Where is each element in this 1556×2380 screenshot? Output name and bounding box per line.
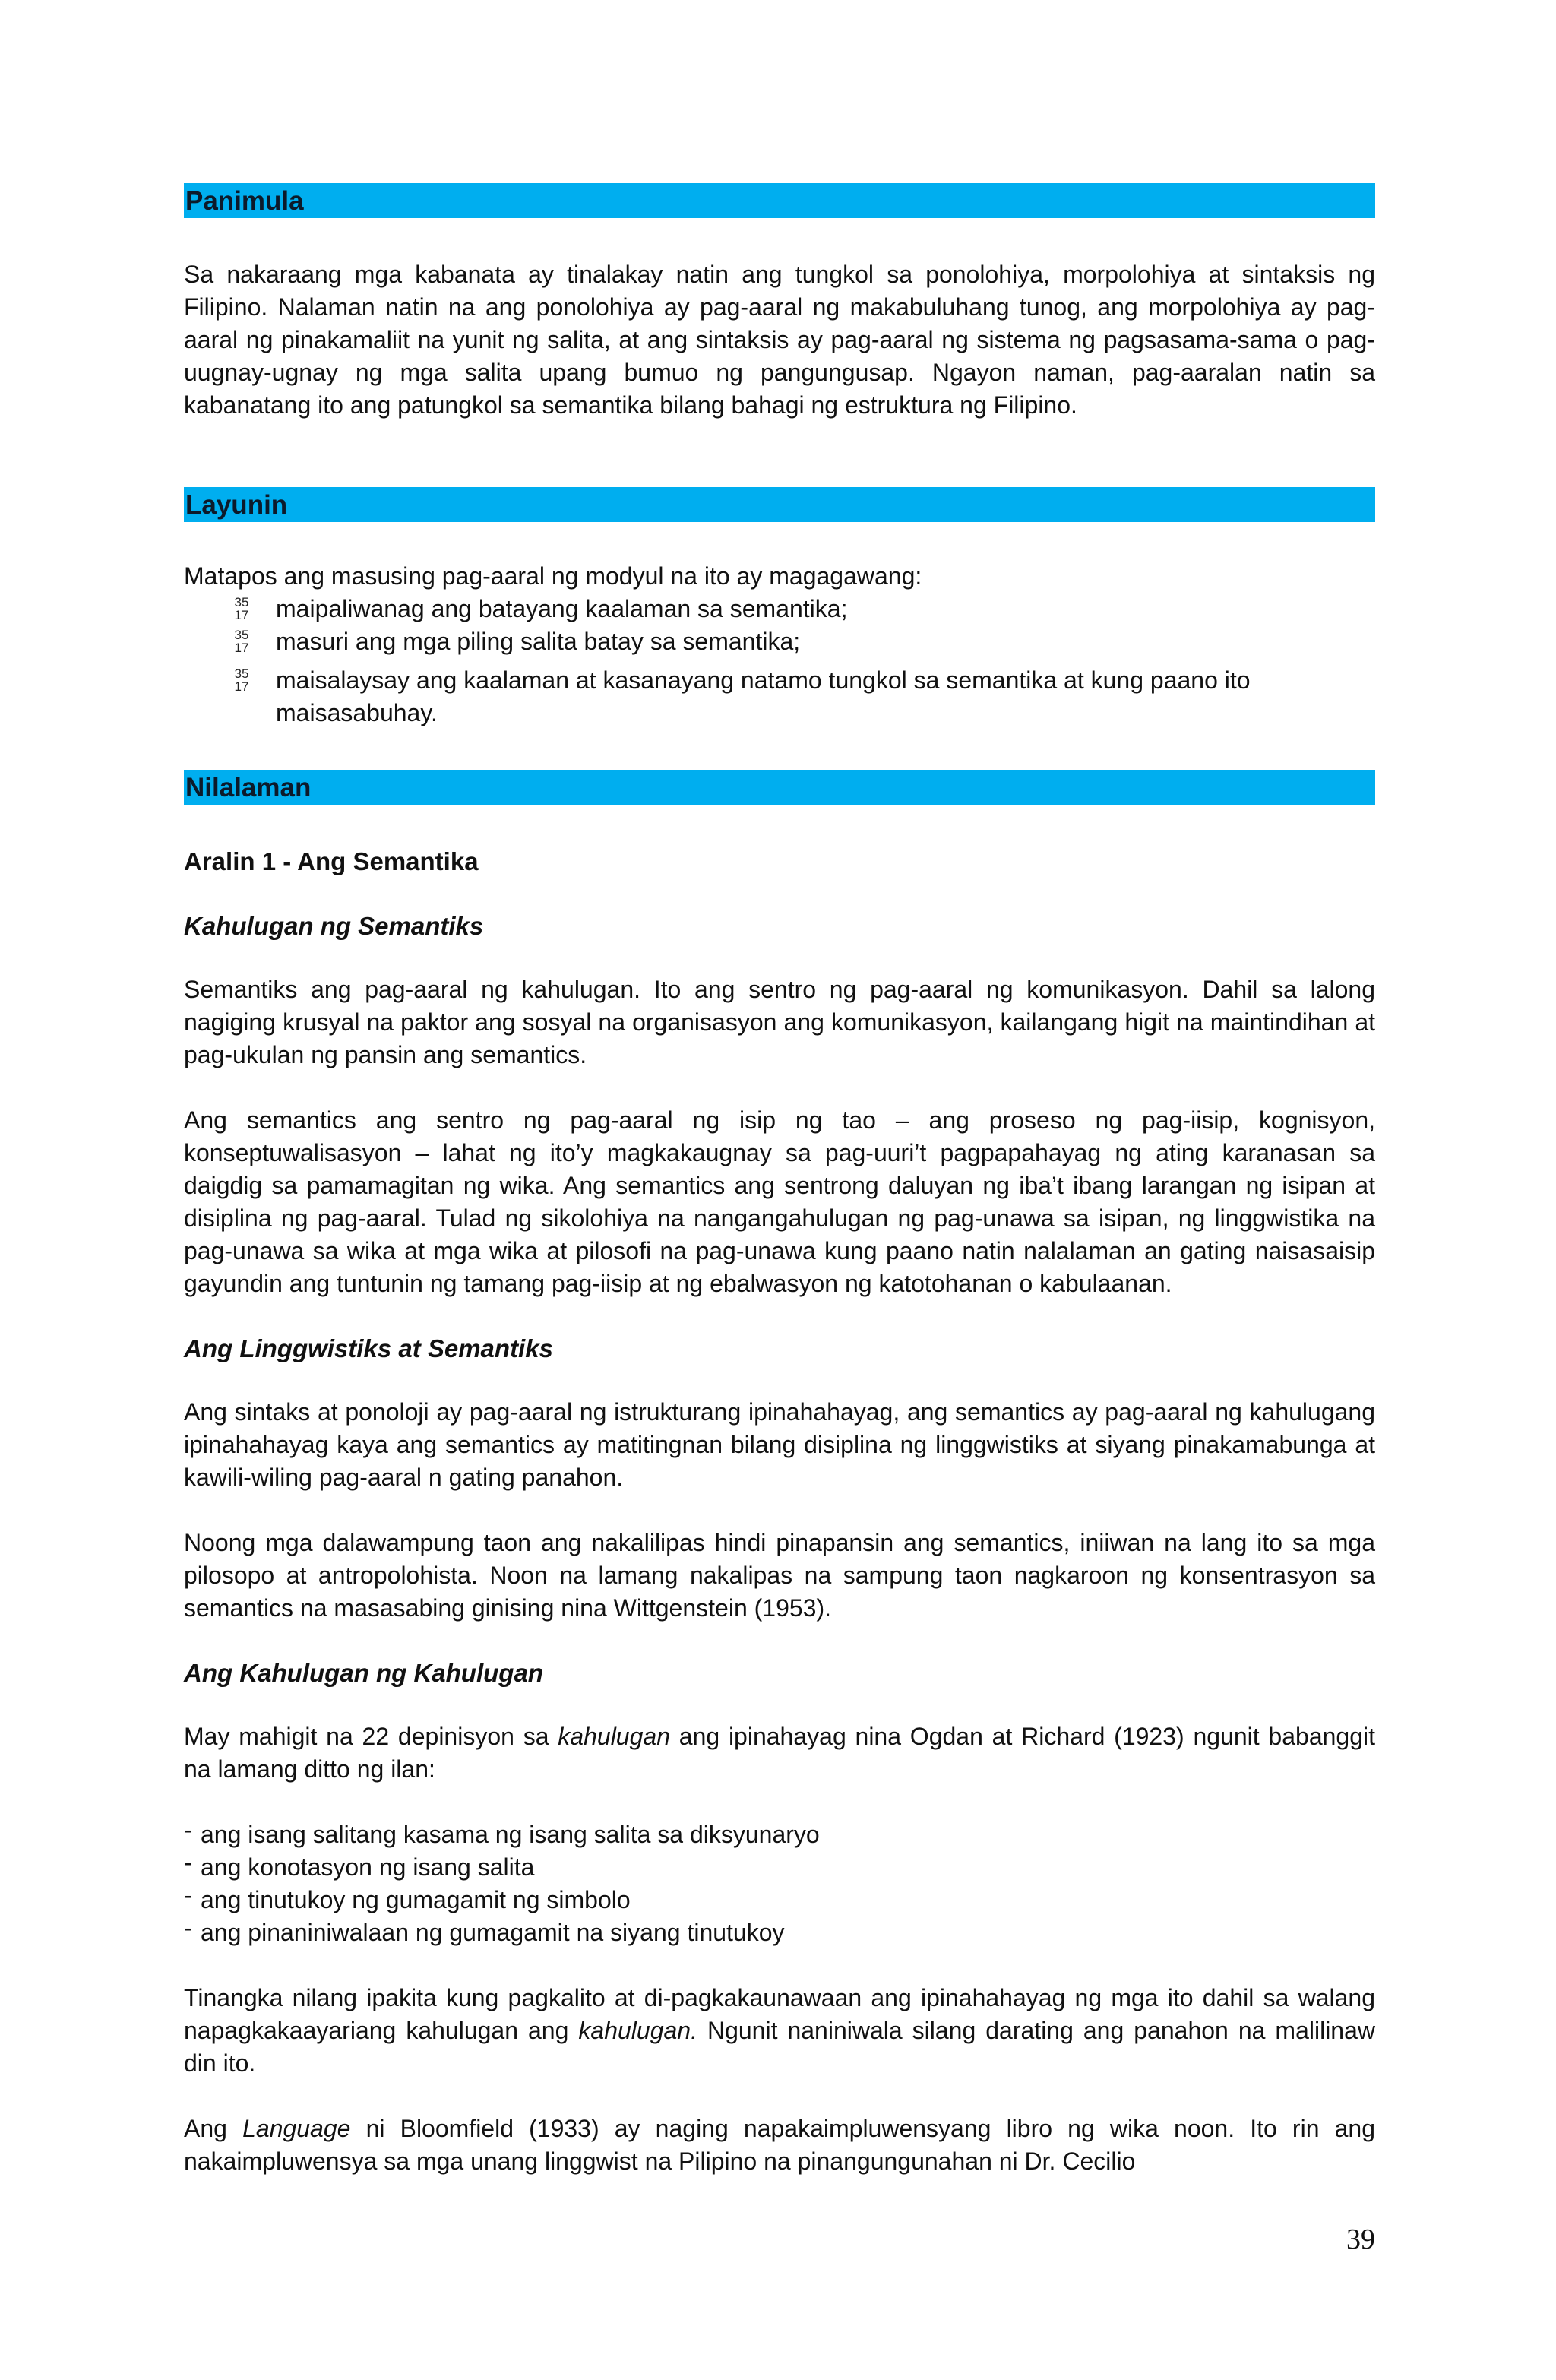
kahulugan-paragraph-2: Ang semantics ang sentro ng pag-aaral ng isip ng tao – ang proseso ng pag-iisip, kognisyon, konseptuwalisasyon – lahat ng ito’y magkakaugnay sa pag-uuri’t pagpapahayag ng ating karanasan sa daigdig sa pamamagitan ng wika. Ang semantics ang sentrong daluyan ng iba’t ibang larangan ng isipan at disiplina ng pag-aaral. Tulad ng sikolohiya na nangangahulugan ng pag-unawa sa isipan, ng linggwistika na pag-unawa sa wika at mga wika at pilosofi na pag-unawa kung paano natin nalalaman an gating naisasaisip gayundin ang tuntunin ng tamang pag-iisip at ng ebalwasyon ng katotohanan o kabulaanan. xyxy=(184,1106,1375,1297)
section-heading-layunin xyxy=(184,487,1375,522)
objective-item: 35 17 maipaliwanag ang batayang kaalaman sa semantika; xyxy=(184,593,1375,625)
kahulugan-title: Kahulugan ng Semantiks xyxy=(184,912,484,940)
list-item: - ang konotasyon ng isang salita xyxy=(184,1849,535,1881)
kahulugan-ng-kahulugan-title: Ang Kahulugan ng Kahulugan xyxy=(184,1659,543,1687)
panimula-body xyxy=(184,258,1375,422)
list-marker: 35 17 xyxy=(234,595,249,622)
list-item: - ang pinaniniwalaan ng gumagamit na siyang tinutukoy xyxy=(184,1914,785,1946)
kk-paragraph-1: May mahigit na 22 depinisyon sa kahulugan ang ipinahayag nina Ogdan at Richard (1923) ngunit babanggit na lamang ditto ng ilan: xyxy=(184,1723,1376,1783)
kk-paragraph-3: Ang Language ni Bloomfield (1933) ay naging napakaimpluwensyang libro ng wika noon. Ito rin ang nakaimpluwensya sa mga unang linggwist na Pilipino na pinangungunahan ni Dr. Cecilio xyxy=(184,2115,1375,2175)
kk-paragraph-2: Tinangka nilang ipakita kung pagkalito at di-pagkakaunawaan ang ipinahahayag ng mga ito dahil sa walang napagkakaayariang kahulugan ang kahulugan. Ngunit naniniwala silang darating ang panahon na malilinaw din ito. xyxy=(184,1984,1376,2077)
objective-item: 35 17 maisalaysay ang kaalaman at kasanayang natamo tungkol sa semantika at kung paano ito maisasabuhay. xyxy=(184,664,1375,730)
section-heading-text: Nilalaman xyxy=(185,773,312,802)
section-heading-nilalaman xyxy=(184,770,1375,805)
kahulugan-paragraph-1: Semantiks ang pag-aaral ng kahulugan. Ito ang sentro ng pag-aaral ng komunikasyon. Dahil sa lalong nagiging krusyal na paktor ang sosyal na organisasyon ang komunikasyon, kailangang higit na maintindihan at pag-ukulan ng pansin ang semantics. xyxy=(184,976,1375,1068)
list-marker: 35 17 xyxy=(234,666,249,694)
list-item: - ang tinutukoy ng gumagamit ng simbolo xyxy=(184,1882,631,1913)
list-marker: 35 17 xyxy=(234,628,249,655)
section-heading-text: Layunin xyxy=(185,490,288,520)
page-number: 39 xyxy=(1346,2223,1375,2255)
nilalaman-body xyxy=(184,847,1375,2178)
linggwistiks-title: Ang Linggwistiks at Semantiks xyxy=(184,1334,553,1362)
linggwistiks-paragraph-2: Noong mga dalawampung taon ang nakalilipas hindi pinapansin ang semantics, iniiwan na lang ito sa mga pilosopo at antropolohista. Noon na lamang nakalipas na sampung taon nagkaroon ng konsentrasyon sa semantics na masasabing ginising nina Wittgenstein (1953). xyxy=(184,1529,1375,1622)
section-heading-text: Panimula xyxy=(185,186,304,216)
list-item: - ang isang salitang kasama ng isang salita sa diksyunaryo xyxy=(184,1816,820,1848)
layunin-intro: Matapos ang masusing pag-aaral ng modyul na ito ay magagawang: xyxy=(184,562,922,590)
objectives-list xyxy=(184,593,1375,730)
aralin-title: Aralin 1 - Ang Semantika xyxy=(184,847,479,875)
section-heading-panimula xyxy=(184,183,1375,218)
definitions-list xyxy=(184,1818,1375,1949)
linggwistiks-paragraph-1: Ang sintaks at ponoloji ay pag-aaral ng istrukturang ipinahahayag, ang semantics ay pag-aaral ng kahulugang ipinahahayag kaya ang semantics ay matitingnan bilang disiplina ng linggwistiks at siyang pinakamabunga at kawili-wiling pag-aaral n gating panahon. xyxy=(184,1398,1375,1491)
objective-item: 35 17 masuri ang mga piling salita batay sa semantika; xyxy=(184,625,1375,658)
panimula-paragraph: Sa nakaraang mga kabanata ay tinalakay natin ang tungkol sa ponolohiya, morpolohiya at sintaksis ng Filipino. Nalaman natin na ang ponolohiya ay pag-aaral ng makabuluhang tunog, ang morpolohiya ay pag-aaral ng pinakamaliit na yunit ng salita, at ang sintaksis ay pag-aaral ng sistema ng pagsasama-sama o pag-uugnay-ugnay ng mga salita upang bumuo ng pangungusap. Ngayon naman, pag-aaralan natin sa kabanatang ito ang patungkol sa semantika bilang bahagi ng estruktura ng Filipino. xyxy=(184,261,1375,419)
layunin-body xyxy=(184,560,1375,730)
